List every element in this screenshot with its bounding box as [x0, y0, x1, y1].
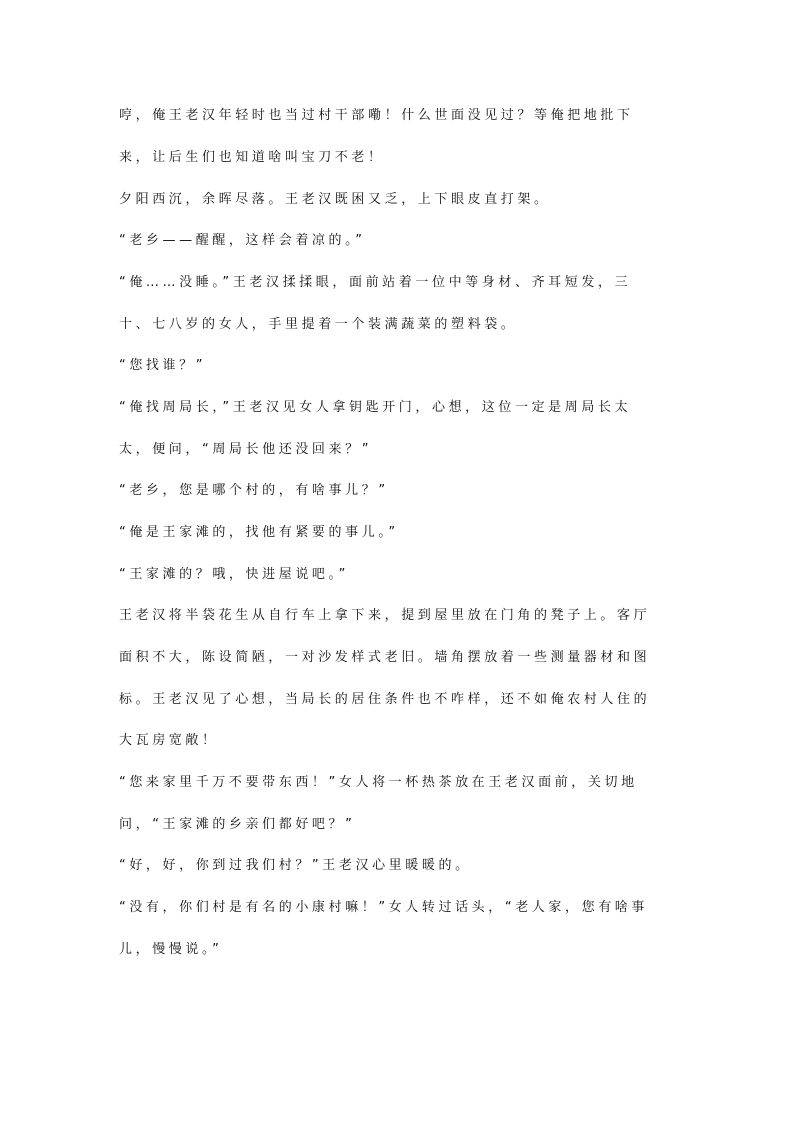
- text-line: 十、七八岁的女人，手里提着一个装满蔬菜的塑料袋。: [119, 317, 518, 332]
- text-line: “老乡，您是哪个村的，有啥事儿？”: [119, 483, 389, 498]
- text-line: “您来家里千万不要带东西！”女人将一杯热茶放在王老汉面前，关切地: [119, 775, 638, 790]
- text-line: “俺……没睡。”王老汉揉揉眼，面前站着一位中等身材、齐耳短发，三: [119, 275, 632, 290]
- text-line: “没有，你们村是有名的小康村嘛！”女人转过话头，“老人家，您有啥事: [119, 900, 649, 915]
- text-line: “王家滩的？哦，快进屋说吧。”: [119, 567, 349, 582]
- text-line: 儿，慢慢说。”: [119, 942, 223, 957]
- text-line: “俺是王家滩的，找他有紧要的事儿。”: [119, 525, 399, 540]
- text-line: 夕阳西沉，余晖尽落。王老汉既困又乏，上下眼皮直打架。: [119, 192, 551, 207]
- text-line: “好，好，你到过我们村？”王老汉心里暖暖的。: [119, 858, 472, 873]
- text-line: “您找谁？”: [119, 358, 207, 373]
- text-line: 王老汉将半袋花生从自行车上拿下来，提到屋里放在门角的凳子上。客厅: [119, 608, 651, 623]
- text-line: “俺找周局长，”王老汉见女人拿钥匙开门，心想，这位一定是周局长太: [119, 400, 632, 415]
- text-line: 问，“王家滩的乡亲们都好吧？”: [119, 817, 356, 832]
- text-line: “老乡——醒醒，这样会着凉的。”: [119, 233, 366, 248]
- text-line: 来，让后生们也知道啥叫宝刀不老！: [119, 150, 385, 165]
- text-line: 太，便问，“周局长他还没回来？”: [119, 442, 373, 457]
- text-line: 标。王老汉见了心想，当局长的居住条件也不咋样，还不如俺农村人住的: [119, 692, 651, 707]
- text-line: 大瓦房宽敞！: [119, 733, 219, 748]
- text-line: 面积不大，陈设简陋，一对沙发样式老旧。墙角摆放着一些测量器材和图: [119, 650, 651, 665]
- text-line: 哼，俺王老汉年轻时也当过村干部嘞！什么世面没见过？等俺把地批下: [119, 108, 634, 123]
